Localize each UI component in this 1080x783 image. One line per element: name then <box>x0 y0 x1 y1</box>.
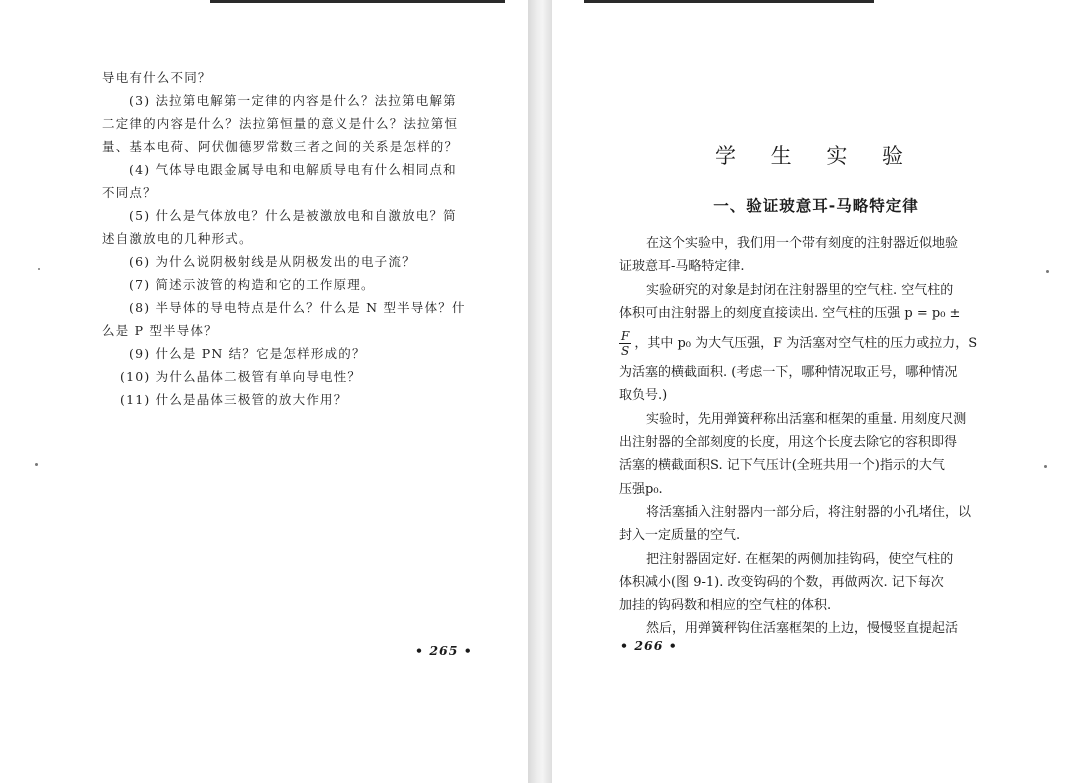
left-top-rule <box>210 0 505 3</box>
text-line: 么是 P 型半导体？ <box>102 323 218 338</box>
question-7: (7) 简述示波管的构造和它的工作原理。 <box>129 277 375 292</box>
text-line: 封入一定质量的空气. <box>619 528 741 544</box>
scan-speck <box>35 463 38 466</box>
text-line: 将活塞插入注射器内一部分后，将注射器的小孔堵住，以 <box>646 504 972 520</box>
text-line: 体积减小(图 9-1). 改变钩码的个数，再做两次. 记下每次 <box>619 574 944 590</box>
formula-line <box>619 325 981 361</box>
text-line: 述自激放电的几种形式。 <box>102 231 253 246</box>
question-4: (4) 气体导电跟金属导电和电解质导电有什么相同点和 <box>129 162 457 177</box>
text-line: 导电有什么不同？ <box>102 70 212 85</box>
text-line: 压强p₀. <box>619 481 663 497</box>
text-line: 体积可由注射器上的刻度直接读出. 空气柱的压强 p = p₀ ± <box>619 305 961 321</box>
fraction-numerator: F <box>621 328 630 343</box>
text-line: 活塞的横截面积S. 记下气压计(全班共用一个)指示的大气 <box>619 458 945 474</box>
experiment-heading: 一、验证玻意耳-马略特定律 <box>713 197 919 215</box>
text-line: 不同点？ <box>102 185 157 200</box>
question-11: (11) 什么是晶体三极管的放大作用？ <box>120 392 348 407</box>
scan-speck <box>1046 270 1049 273</box>
question-3: (3) 法拉第电解第一定律的内容是什么？法拉第电解第 <box>129 93 457 108</box>
fraction-denominator: S <box>621 343 630 358</box>
right-page <box>552 0 1080 783</box>
pressure-fraction <box>619 329 631 358</box>
text-line: ，其中 p₀ 为大气压强，F 为活塞对空气柱的压力或拉力，S <box>634 335 978 351</box>
text-line: 为活塞的横截面积. (考虑一下，哪种情况取正号，哪种情况 <box>619 365 958 381</box>
right-page-number: • 266 • <box>620 638 678 653</box>
text-line: 加挂的钩码数和相应的空气柱的体积. <box>619 598 832 614</box>
right-page-text <box>619 232 981 641</box>
left-page-text <box>102 66 472 411</box>
scan-speck <box>38 268 40 270</box>
text-line: 出注射器的全部刻度的长度，用这个长度去除它的容积即得 <box>619 435 958 451</box>
text-line: 二定律的内容是什么？法拉第恒量的意义是什么？法拉第恒 <box>102 116 459 131</box>
text-line: 把注射器固定好. 在框架的两侧加挂钩码，使空气柱的 <box>646 551 954 567</box>
question-9: (9) 什么是 PN 结？它是怎样形成的？ <box>129 346 366 361</box>
book-gutter <box>528 0 552 783</box>
text-line: 取负号.) <box>619 388 668 404</box>
question-5: (5) 什么是气体放电？什么是被激放电和自激放电？简 <box>129 208 457 223</box>
question-8: (8) 半导体的导电特点是什么？什么是 N 型半导体？什 <box>129 300 466 315</box>
section-title: 学 生 实 验 <box>714 144 918 168</box>
scan-speck <box>1044 465 1047 468</box>
text-line: 实验研究的对象是封闭在注射器里的空气柱. 空气柱的 <box>646 282 954 298</box>
left-page <box>0 0 528 783</box>
text-line: 证玻意耳-马略特定律. <box>619 259 745 275</box>
text-line: 在这个实验中，我们用一个带有刻度的注射器近似地验 <box>646 236 959 251</box>
text-line: 量、基本电荷、阿伏伽德罗常数三者之间的关系是怎样的？ <box>102 139 459 154</box>
question-10: (10) 为什么晶体二极管有单向导电性？ <box>120 369 362 384</box>
question-6: (6) 为什么说阴极射线是从阴极发出的电子流？ <box>129 254 416 269</box>
left-page-number: • 265 • <box>415 643 473 658</box>
text-line: 然后，用弹簧秤钩住活塞框架的上边，慢慢竖直提起活 <box>646 621 959 637</box>
text-line: 实验时，先用弹簧秤称出活塞和框架的重量. 用刻度尺测 <box>646 411 967 427</box>
right-top-rule <box>584 0 874 3</box>
